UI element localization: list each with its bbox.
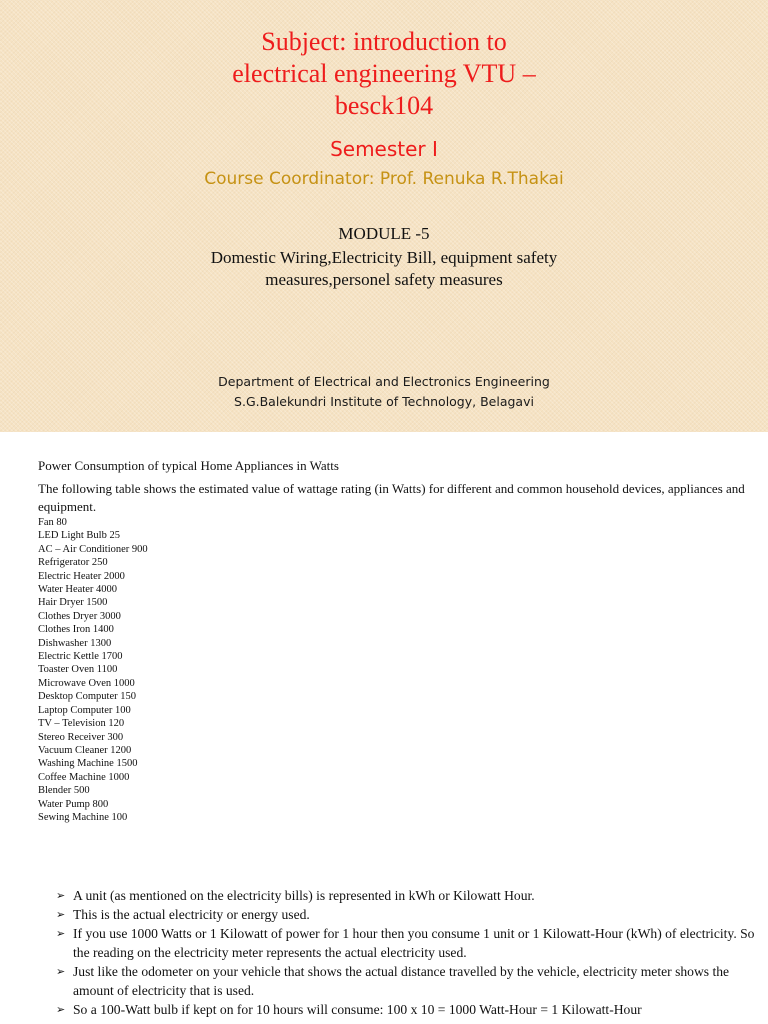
- appliance-item: Water Heater 4000: [38, 584, 118, 596]
- appliance-item: Hair Dryer 1500: [38, 597, 108, 609]
- bullet-text: So a 100-Watt bulb if kept on for 10 hours will consume: 100 x 10 = 1000 Watt-Hour = 1 Kilowatt-Hour: [73, 1002, 642, 1017]
- module-label: MODULE -5: [338, 224, 430, 243]
- bullet-text: Just like the odometer on your vehicle that shows the actual distance travelled by the vehicle, electricity meter shows the amount of electricity that is used.: [73, 964, 730, 998]
- arrow-bullet-icon: ➢: [56, 927, 66, 940]
- arrow-bullet-icon: ➢: [56, 908, 66, 921]
- semester-label: Semester I: [330, 137, 438, 161]
- appliances-intro: The following table shows the estimated value of wattage rating (in Watts) for different and common household devices, appliances and equipment.: [38, 481, 745, 514]
- appliance-item: Dishwasher 1300: [38, 637, 112, 649]
- appliance-item: Water Pump 800: [38, 798, 109, 810]
- appliance-item: Laptop Computer 100: [38, 704, 131, 716]
- subject-line: electrical engineering VTU –: [232, 59, 536, 88]
- institute-line: S.G.Balekundri Institute of Technology, Belagavi: [234, 394, 534, 409]
- appliance-item: Electric Kettle 1700: [38, 651, 123, 663]
- appliance-item: Fan 80: [38, 517, 67, 528]
- appliance-item: LED Light Bulb 25: [38, 530, 120, 542]
- appliance-item: Blender 500: [38, 785, 90, 797]
- appliances-slide: [0, 432, 768, 862]
- department-info: [0, 372, 768, 412]
- electricity-unit-slide: [0, 862, 768, 1024]
- arrow-bullet-icon: ➢: [56, 889, 66, 902]
- arrow-bullet-icon: ➢: [56, 1003, 66, 1016]
- appliance-item: Washing Machine 1500: [38, 758, 138, 770]
- appliance-item: Toaster Oven 1100: [38, 664, 118, 676]
- appliance-list: [38, 516, 148, 824]
- bullet-text: If you use 1000 Watts or 1 Kilowatt of power for 1 hour then you consume 1 unit or 1 Kilowatt-Hour (kWh) of electricity. So the reading on the electricity meter represents the actual electricity used.: [73, 926, 755, 960]
- appliance-item: Sewing Machine 100: [38, 811, 128, 823]
- arrow-bullet-icon: ➢: [56, 965, 66, 978]
- appliance-item: Refrigerator 250: [38, 557, 108, 569]
- appliance-item: Vacuum Cleaner 1200: [38, 744, 132, 756]
- bullet-item: [56, 962, 756, 1000]
- module-topic-line: Domestic Wiring,Electricity Bill, equipment safety: [210, 248, 558, 267]
- bullet-item: [56, 905, 756, 924]
- bullet-item: [56, 886, 756, 905]
- appliance-item: Clothes Iron 1400: [38, 624, 114, 636]
- appliance-item: Electric Heater 2000: [38, 570, 125, 582]
- appliance-item: AC – Air Conditioner 900: [38, 543, 148, 555]
- appliance-item: Microwave Oven 1000: [38, 677, 135, 689]
- appliance-item: Clothes Dryer 3000: [38, 610, 121, 622]
- appliance-item: Stereo Receiver 300: [38, 731, 124, 743]
- bullet-text: This is the actual electricity or energy used.: [73, 907, 310, 922]
- appliance-item: TV – Television 120: [38, 718, 125, 730]
- course-coordinator: Course Coordinator: Prof. Renuka R.Thakai: [204, 169, 564, 189]
- subject-title: [0, 26, 768, 122]
- subject-line: Subject: introduction to: [261, 27, 507, 56]
- subject-line: besck104: [334, 91, 434, 120]
- module-topics: [0, 247, 768, 291]
- appliance-item: Desktop Computer 150: [38, 691, 136, 703]
- module-topic-line: measures,personel safety measures: [265, 270, 503, 289]
- appliances-heading: Power Consumption of typical Home Appliances in Watts: [38, 458, 339, 473]
- bullet-item: [56, 924, 756, 962]
- bullet-text: A unit (as mentioned on the electricity bills) is represented in kWh or Kilowatt Hour.: [73, 888, 535, 903]
- bullet-item: [56, 1000, 756, 1019]
- department-line: Department of Electrical and Electronics Engineering: [218, 374, 550, 389]
- title-slide: [0, 0, 768, 432]
- bullet-list: [56, 886, 756, 1019]
- appliance-item: Coffee Machine 1000: [38, 771, 130, 783]
